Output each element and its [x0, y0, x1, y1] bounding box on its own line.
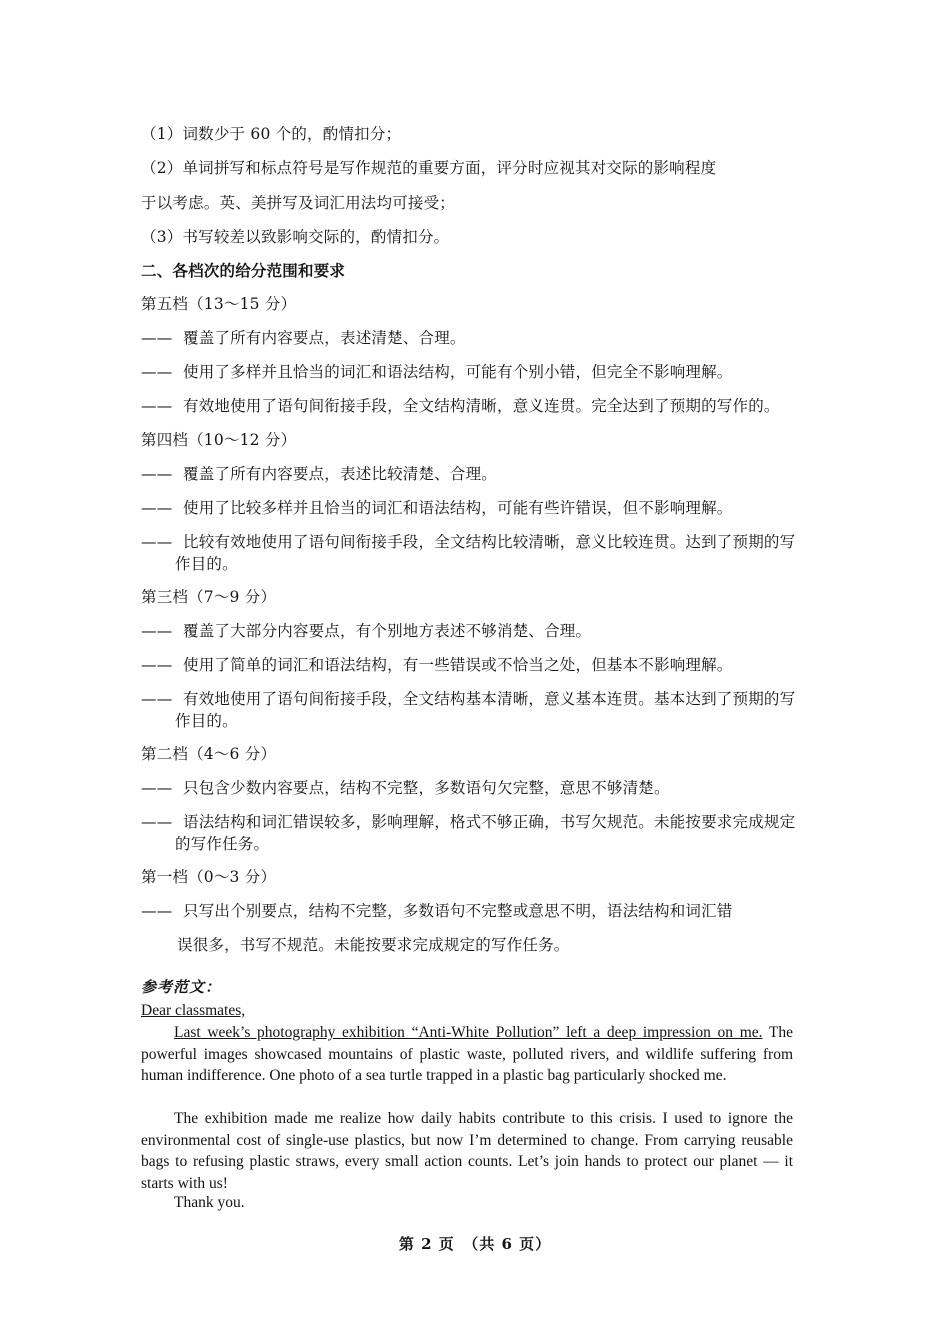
band-item-text: 只写出个别要点，结构不完整，多数语句不完整或意思不明，语法结构和词汇错: [183, 902, 733, 920]
band-title: 第五档（13～15 分）: [141, 295, 297, 313]
dash-marker: ——: [141, 329, 173, 347]
dash-marker: ——: [141, 902, 173, 920]
essay-salutation: Dear classmates,: [141, 1002, 246, 1019]
band-item: [141, 361, 801, 383]
band-item-text: 比较有效地使用了语句间衔接手段，全文结构比较清晰，意义比较连贯。达到了预期的写作目的。: [175, 533, 796, 573]
essay-paragraph-2: [141, 1108, 793, 1194]
band-item: [141, 531, 801, 575]
band-item-text: 有效地使用了语句间衔接手段，全文结构清晰，意义连贯。完全达到了预期的写作的。: [183, 397, 780, 415]
band-item: [141, 395, 801, 417]
band-item: [141, 327, 801, 349]
essay-paragraph-1-text: The powerful images showcased mountains of plastic waste, polluted rivers, and wildlife suffering from human indifference. One photo of a sea turtle trapped in a plastic bag particularly shocked me.: [141, 1024, 793, 1084]
dash-marker: ——: [141, 656, 173, 674]
section-title: 二、各档次的给分范围和要求: [141, 261, 346, 280]
dash-marker: ——: [141, 499, 173, 517]
band-item-text: 覆盖了大部分内容要点，有个别地方表述不够消楚、合理。: [183, 622, 592, 640]
band-item-text: 覆盖了所有内容要点，表述比较清楚、合理。: [183, 465, 498, 483]
dash-marker: ——: [141, 533, 173, 551]
band-item-text: 只包含少数内容要点，结构不完整，多数语句欠完整，意思不够清楚。: [183, 779, 670, 797]
band-item: [141, 463, 801, 485]
rule-line-1: （1）词数少于 60 个的，酌情扣分；: [141, 125, 402, 143]
reference-heading: 参考范文：: [141, 978, 222, 996]
band-item-text: 使用了多样并且恰当的词汇和语法结构，可能有个别小错，但完全不影响理解。: [183, 363, 733, 381]
band-title: 第二档（4～6 分）: [141, 745, 277, 763]
dash-marker: ——: [141, 813, 173, 831]
band-item: [141, 620, 801, 642]
dash-marker: ——: [141, 779, 173, 797]
page-footer: 第 2 页 （共 6 页）: [398, 1235, 552, 1253]
dash-marker: ——: [141, 363, 173, 381]
band-title: 第一档（0～3 分）: [141, 868, 277, 886]
essay-underlined-sentence: Last week’s photography exhibition “Anti-White Pollution” left a deep impression on me.: [174, 1024, 763, 1041]
band-item-continued: 误很多，书写不规范。未能按要求完成规定的写作任务。: [177, 936, 570, 954]
band-item: [141, 654, 801, 676]
band-item-text: 有效地使用了语句间衔接手段，全文结构基本清晰，意义基本连贯。基本达到了预期的写作目的。: [175, 690, 796, 730]
band-title: 第四档（10～12 分）: [141, 431, 297, 449]
dash-marker: ——: [141, 622, 173, 640]
band-item-text: 使用了比较多样并且恰当的词汇和语法结构，可能有些许错误，但不影响理解。: [183, 499, 733, 517]
rule-line-3: （3）书写较差以致影响交际的，酌情扣分。: [141, 228, 450, 246]
band-item: [141, 811, 801, 855]
rule-line-2: （2）单词拼写和标点符号是写作规范的重要方面，评分时应视其对交际的影响程度: [141, 159, 717, 177]
band-item: [141, 777, 801, 799]
essay-paragraph-2-text: The exhibition made me realize how daily habits contribute to this crisis. I used to ignore the environmental cost of single-use plastics, but now I’m determined to change. From carrying reusable bags to refusing plastic straws, every small action counts. Let’s join hands to protect our planet — it starts with us!: [141, 1110, 793, 1192]
band-item-text: 覆盖了所有内容要点，表述清楚、合理。: [183, 329, 466, 347]
rule-line-2-continued: 于以考虑。英、美拼写及词汇用法均可接受；: [141, 194, 456, 212]
band-item: [141, 497, 801, 519]
band-title: 第三档（7～9 分）: [141, 588, 277, 606]
dash-marker: ——: [141, 397, 173, 415]
dash-marker: ——: [141, 690, 173, 708]
band-item: [141, 688, 801, 732]
band-item: [141, 900, 801, 922]
dash-marker: ——: [141, 465, 173, 483]
band-item-text: 使用了简单的词汇和语法结构，有一些错误或不恰当之处，但基本不影响理解。: [183, 656, 733, 674]
essay-paragraph-1: [141, 1022, 793, 1087]
band-item-text: 语法结构和词汇错误较多，影响理解，格式不够正确，书写欠规范。未能按要求完成规定的写作任务。: [175, 813, 796, 853]
essay-closing: Thank you.: [174, 1194, 245, 1211]
